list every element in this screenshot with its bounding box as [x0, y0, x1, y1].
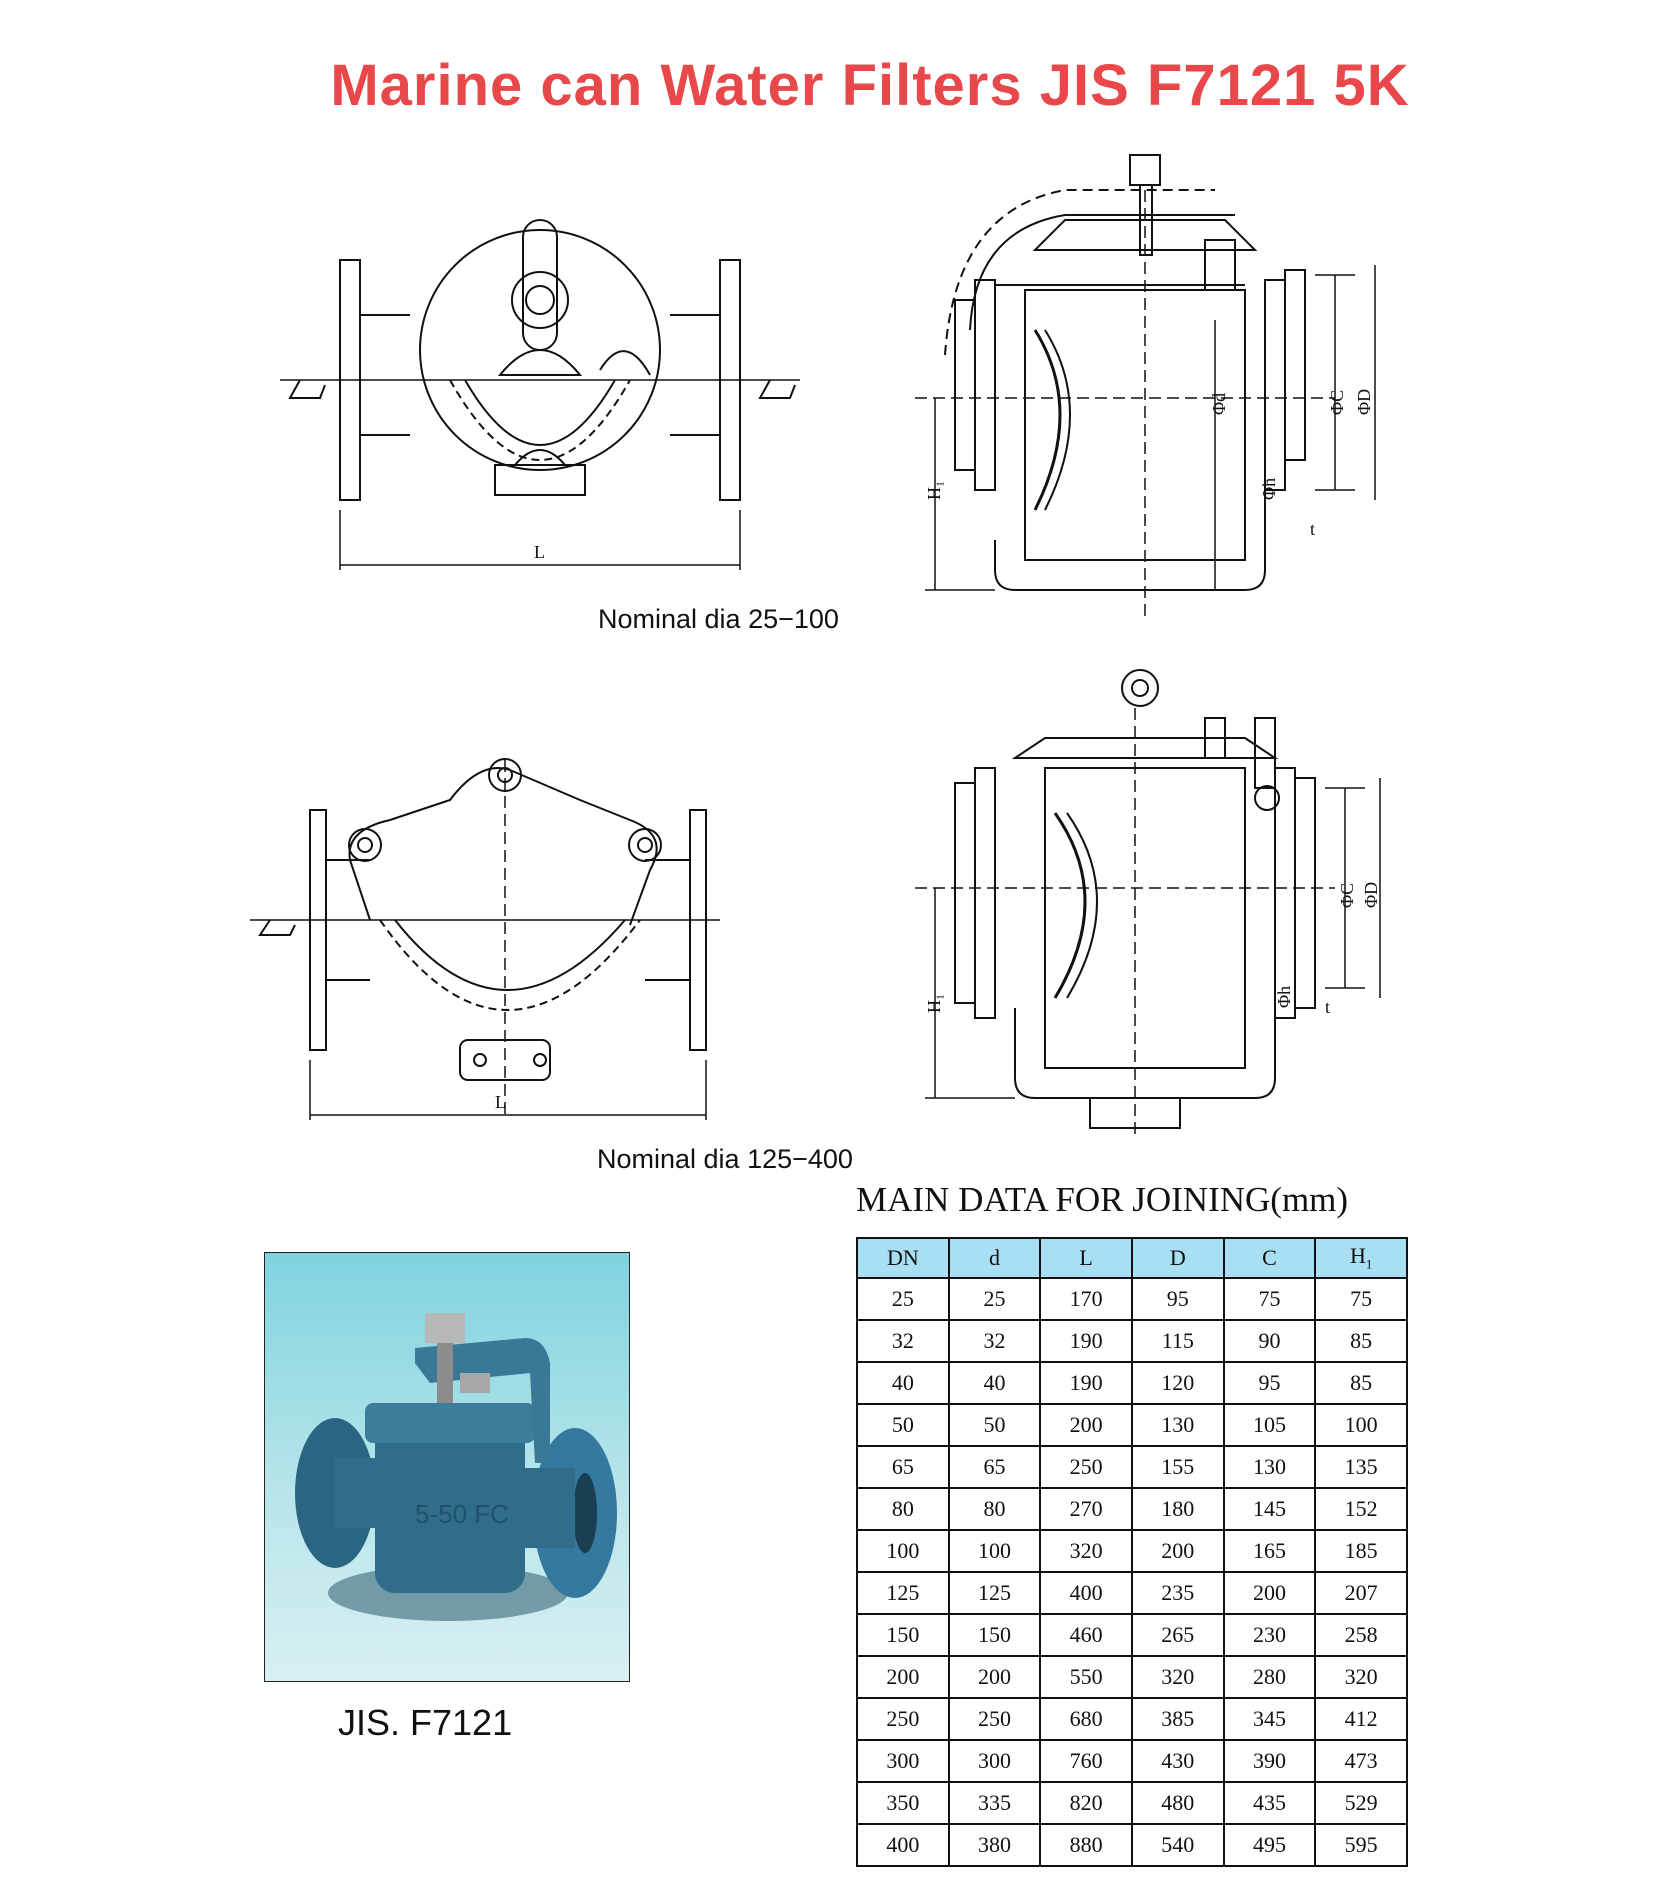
table-cell: 320 [1132, 1656, 1224, 1698]
table-row [857, 1572, 1407, 1614]
table-cell: 170 [1040, 1278, 1132, 1320]
table-cell: 75 [1224, 1278, 1316, 1320]
table-cell: 345 [1224, 1698, 1316, 1740]
table-cell: 100 [1315, 1404, 1407, 1446]
table-cell: 180 [1132, 1488, 1224, 1530]
table-cell: 529 [1315, 1782, 1407, 1824]
table-row [857, 1530, 1407, 1572]
table-cell: 320 [1040, 1530, 1132, 1572]
table-row [857, 1614, 1407, 1656]
table-cell: 280 [1224, 1656, 1316, 1698]
side-dd-label-2: ΦD [1361, 881, 1381, 908]
table-cell: 540 [1132, 1824, 1224, 1866]
table-cell: 105 [1224, 1404, 1316, 1446]
table-cell: 270 [1040, 1488, 1132, 1530]
table-row [857, 1740, 1407, 1782]
table-row [857, 1446, 1407, 1488]
side-c-label: ΦC [1327, 389, 1347, 415]
table-cell: 95 [1224, 1362, 1316, 1404]
photo-markings: 5-50 FC [415, 1499, 509, 1529]
table-cell: 250 [857, 1698, 949, 1740]
table-cell: 65 [857, 1446, 949, 1488]
table-cell: 265 [1132, 1614, 1224, 1656]
table-cell: 80 [857, 1488, 949, 1530]
table-body [857, 1278, 1407, 1866]
side-h-label-2: Φh [1274, 985, 1294, 1008]
table-cell: 473 [1315, 1740, 1407, 1782]
side-c-label-2: ΦC [1337, 882, 1357, 908]
front-view-drawing-small [270, 210, 810, 590]
side-t-label: t [1310, 519, 1316, 539]
table-cell: 680 [1040, 1698, 1132, 1740]
table-cell: 495 [1224, 1824, 1316, 1866]
table-cell: 75 [1315, 1278, 1407, 1320]
table-cell: 165 [1224, 1530, 1316, 1572]
header-c: C [1224, 1238, 1316, 1278]
header-h1-sub: 1 [1365, 1256, 1373, 1272]
table-cell: 230 [1224, 1614, 1316, 1656]
table-cell: 32 [949, 1320, 1041, 1362]
table-cell: 40 [857, 1362, 949, 1404]
table-cell: 130 [1132, 1404, 1224, 1446]
page-title: Marine can Water Filters JIS F7121 5K [330, 53, 1410, 118]
table-cell: 155 [1132, 1446, 1224, 1488]
table-cell: 400 [1040, 1572, 1132, 1614]
drawing-bottom-caption: Nominal dia 125−400 [597, 1144, 853, 1174]
table-cell: 480 [1132, 1782, 1224, 1824]
drawing-top-caption: Nominal dia 25−100 [598, 604, 839, 634]
table-cell: 85 [1315, 1362, 1407, 1404]
table-cell: 80 [949, 1488, 1041, 1530]
table-cell: 90 [1224, 1320, 1316, 1362]
table-cell: 880 [1040, 1824, 1132, 1866]
table-cell: 200 [949, 1656, 1041, 1698]
table-cell: 760 [1040, 1740, 1132, 1782]
table-cell: 200 [1224, 1572, 1316, 1614]
table-cell: 430 [1132, 1740, 1224, 1782]
table-cell: 300 [857, 1740, 949, 1782]
table-cell: 380 [949, 1824, 1041, 1866]
table-cell: 130 [1224, 1446, 1316, 1488]
table-cell: 250 [949, 1698, 1041, 1740]
front-view-drawing-large [250, 740, 730, 1140]
header-dn: DN [857, 1238, 949, 1278]
table-row [857, 1824, 1407, 1866]
table-cell: 125 [949, 1572, 1041, 1614]
table-title: MAIN DATA FOR JOINING(mm) [856, 1180, 1349, 1219]
table-cell: 550 [1040, 1656, 1132, 1698]
table-cell: 200 [857, 1656, 949, 1698]
table-cell: 235 [1132, 1572, 1224, 1614]
table-cell: 250 [1040, 1446, 1132, 1488]
front-view-l-label-2: L [495, 1092, 506, 1112]
table-header-row [857, 1238, 1407, 1278]
joining-data-table [856, 1237, 1408, 1867]
table-cell: 50 [857, 1404, 949, 1446]
table-cell: 190 [1040, 1362, 1132, 1404]
table-cell: 135 [1315, 1446, 1407, 1488]
front-view-l-label: L [534, 542, 545, 562]
table-cell: 25 [857, 1278, 949, 1320]
table-row [857, 1278, 1407, 1320]
table-row [857, 1404, 1407, 1446]
table-cell: 435 [1224, 1782, 1316, 1824]
table-cell: 150 [857, 1614, 949, 1656]
table-cell: 100 [949, 1530, 1041, 1572]
table-cell: 152 [1315, 1488, 1407, 1530]
table-cell: 258 [1315, 1614, 1407, 1656]
table-cell: 190 [1040, 1320, 1132, 1362]
side-d-label: Φd [1209, 392, 1229, 415]
product-photo [264, 1252, 630, 1682]
table-cell: 385 [1132, 1698, 1224, 1740]
table-row [857, 1362, 1407, 1404]
table-cell: 300 [949, 1740, 1041, 1782]
table-cell: 350 [857, 1782, 949, 1824]
table-cell: 200 [1040, 1404, 1132, 1446]
table-row [857, 1782, 1407, 1824]
table-row [857, 1656, 1407, 1698]
photo-caption: JIS. F7121 [338, 1702, 513, 1743]
table-cell: 820 [1040, 1782, 1132, 1824]
table-cell: 412 [1315, 1698, 1407, 1740]
side-view-drawing-large [915, 668, 1415, 1138]
header-d: d [949, 1238, 1041, 1278]
table-row [857, 1698, 1407, 1740]
table-cell: 85 [1315, 1320, 1407, 1362]
side-h-label: Φh [1259, 477, 1279, 500]
table-cell: 115 [1132, 1320, 1224, 1362]
side-t-label-2: t [1325, 997, 1331, 1017]
side-h1-label: H₁ [924, 480, 944, 500]
table-cell: 125 [857, 1572, 949, 1614]
header-h1 [1315, 1238, 1407, 1278]
table-cell: 120 [1132, 1362, 1224, 1404]
table-cell: 320 [1315, 1656, 1407, 1698]
table-cell: 40 [949, 1362, 1041, 1404]
table-cell: 50 [949, 1404, 1041, 1446]
side-h1-label-2: H₁ [924, 993, 944, 1013]
table-cell: 65 [949, 1446, 1041, 1488]
table-cell: 200 [1132, 1530, 1224, 1572]
table-row [857, 1488, 1407, 1530]
table-cell: 145 [1224, 1488, 1316, 1530]
table-cell: 207 [1315, 1572, 1407, 1614]
header-h1-text: H [1349, 1243, 1366, 1269]
table-cell: 595 [1315, 1824, 1407, 1866]
header-l: L [1040, 1238, 1132, 1278]
table-row [857, 1320, 1407, 1362]
table-cell: 32 [857, 1320, 949, 1362]
table-cell: 400 [857, 1824, 949, 1866]
header-dd: D [1132, 1238, 1224, 1278]
table-cell: 460 [1040, 1614, 1132, 1656]
table-cell: 185 [1315, 1530, 1407, 1572]
side-dd-label: ΦD [1354, 388, 1374, 415]
table-cell: 150 [949, 1614, 1041, 1656]
table-cell: 335 [949, 1782, 1041, 1824]
table-cell: 25 [949, 1278, 1041, 1320]
table-cell: 390 [1224, 1740, 1316, 1782]
table-cell: 100 [857, 1530, 949, 1572]
table-cell: 95 [1132, 1278, 1224, 1320]
side-view-drawing-small [915, 150, 1415, 620]
